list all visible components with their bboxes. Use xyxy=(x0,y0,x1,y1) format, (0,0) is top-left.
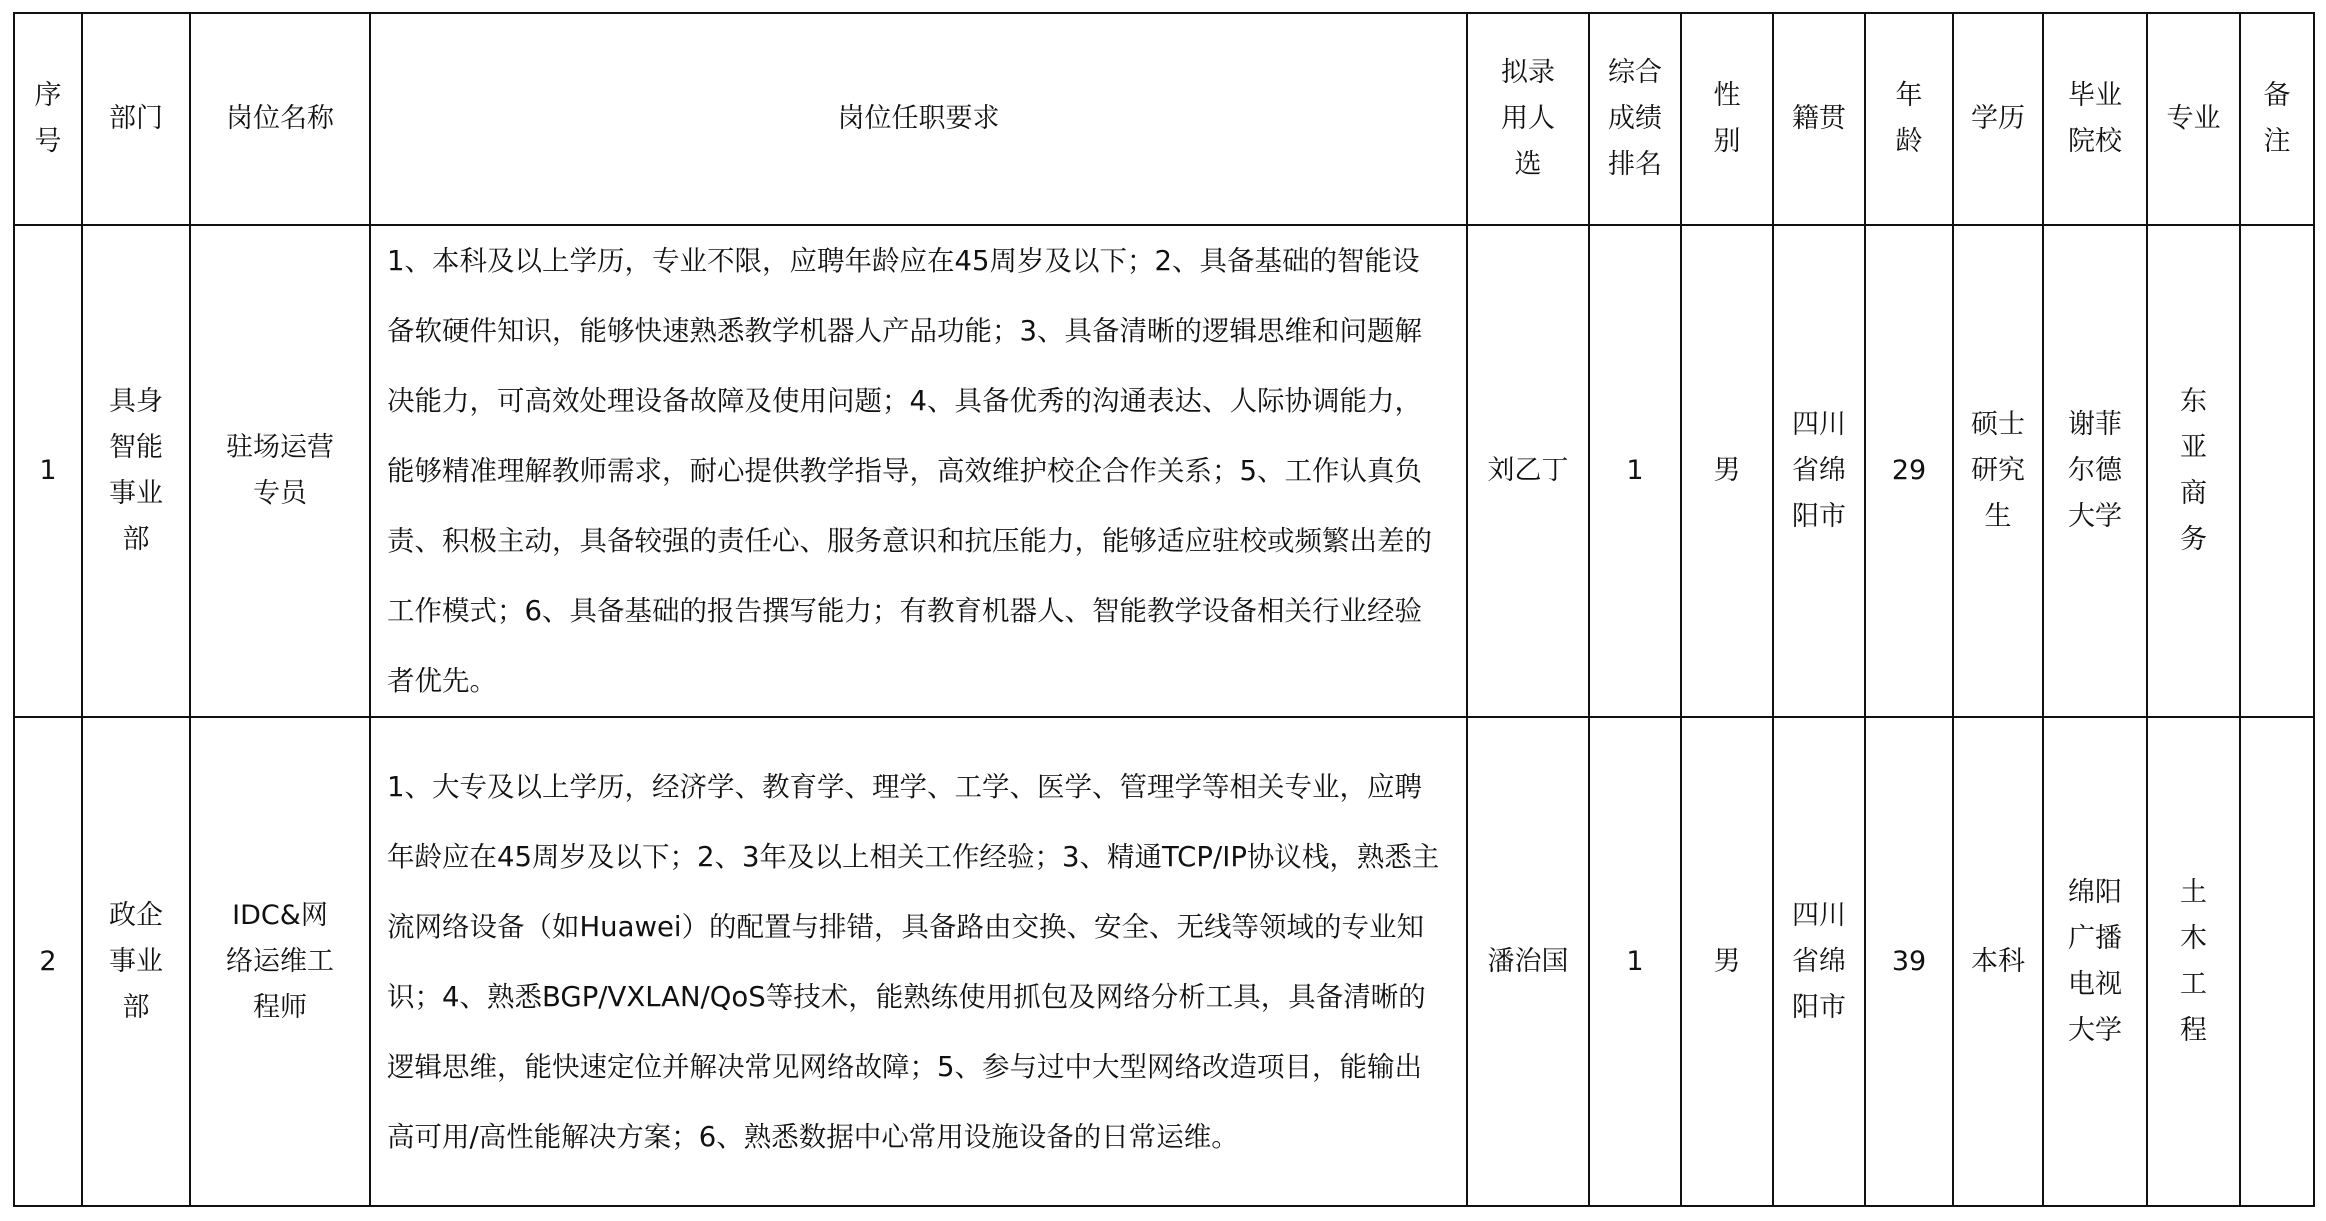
table-row xyxy=(14,717,2314,1206)
header-origin: 籍贯 xyxy=(1773,13,1865,225)
header-seq: 序号 xyxy=(14,13,82,225)
header-requirements: 岗位任职要求 xyxy=(370,13,1467,225)
cell-gender: 男 xyxy=(1681,717,1773,1206)
cell-origin: 四川省绵阳市 xyxy=(1773,225,1865,717)
table-row xyxy=(14,225,2314,717)
header-school: 毕业院校 xyxy=(2043,13,2147,225)
header-age: 年龄 xyxy=(1865,13,1953,225)
cell-candidate: 刘乙丁 xyxy=(1467,225,1589,717)
header-position: 岗位名称 xyxy=(190,13,370,225)
cell-remark xyxy=(2240,225,2314,717)
cell-major: 东亚商务 xyxy=(2147,225,2240,717)
cell-dept: 具身智能事业部 xyxy=(82,225,190,717)
cell-position: 驻场运营专员 xyxy=(190,225,370,717)
header-dept: 部门 xyxy=(82,13,190,225)
cell-rank: 1 xyxy=(1589,717,1681,1206)
header-candidate: 拟录用人选 xyxy=(1467,13,1589,225)
cell-age: 39 xyxy=(1865,717,1953,1206)
cell-origin: 四川省绵阳市 xyxy=(1773,717,1865,1206)
cell-age: 29 xyxy=(1865,225,1953,717)
header-gender: 性别 xyxy=(1681,13,1773,225)
cell-school: 谢菲尔德大学 xyxy=(2043,225,2147,717)
candidate-table xyxy=(13,12,2315,1207)
header-education: 学历 xyxy=(1953,13,2043,225)
cell-seq: 2 xyxy=(14,717,82,1206)
header-rank: 综合成绩排名 xyxy=(1589,13,1681,225)
cell-rank: 1 xyxy=(1589,225,1681,717)
cell-position: IDC&网络运维工程师 xyxy=(190,717,370,1206)
cell-requirements: 1、大专及以上学历，经济学、教育学、理学、工学、医学、管理学等相关专业，应聘年龄应在45周岁及以下；2、3年及以上相关工作经验；3、精通TCP/IP协议栈，熟悉主流网络设备（如Huawei）的配置与排错，具备路由交换、安全、无线等领域的专业知识；4、熟悉BGP/VXLAN/QoS等技术，能熟练使用抓包及网络分析工具，具备清晰的逻辑思维，能快速定位并解决常见网络故障；5、参与过中大型网络改造项目，能输出高可用/高性能解决方案；6、熟悉数据中心常用设施设备的日常运维。 xyxy=(370,717,1467,1206)
cell-major: 土木工程 xyxy=(2147,717,2240,1206)
cell-requirements: 1、本科及以上学历，专业不限，应聘年龄应在45周岁及以下；2、具备基础的智能设备软硬件知识，能够快速熟悉教学机器人产品功能；3、具备清晰的逻辑思维和问题解决能力，可高效处理设备故障及使用问题；4、具备优秀的沟通表达、人际协调能力，能够精准理解教师需求，耐心提供教学指导，高效维护校企合作关系；5、工作认真负责、积极主动，具备较强的责任心、服务意识和抗压能力，能够适应驻校或频繁出差的工作模式；6、具备基础的报告撰写能力；有教育机器人、智能教学设备相关行业经验者优先。 xyxy=(370,225,1467,717)
cell-gender: 男 xyxy=(1681,225,1773,717)
cell-remark xyxy=(2240,717,2314,1206)
header-major: 专业 xyxy=(2147,13,2240,225)
cell-dept: 政企事业部 xyxy=(82,717,190,1206)
header-row xyxy=(14,13,2314,225)
cell-candidate: 潘治国 xyxy=(1467,717,1589,1206)
cell-education: 本科 xyxy=(1953,717,2043,1206)
cell-school: 绵阳广播电视大学 xyxy=(2043,717,2147,1206)
header-remark: 备注 xyxy=(2240,13,2314,225)
cell-seq: 1 xyxy=(14,225,82,717)
cell-education: 硕士研究生 xyxy=(1953,225,2043,717)
